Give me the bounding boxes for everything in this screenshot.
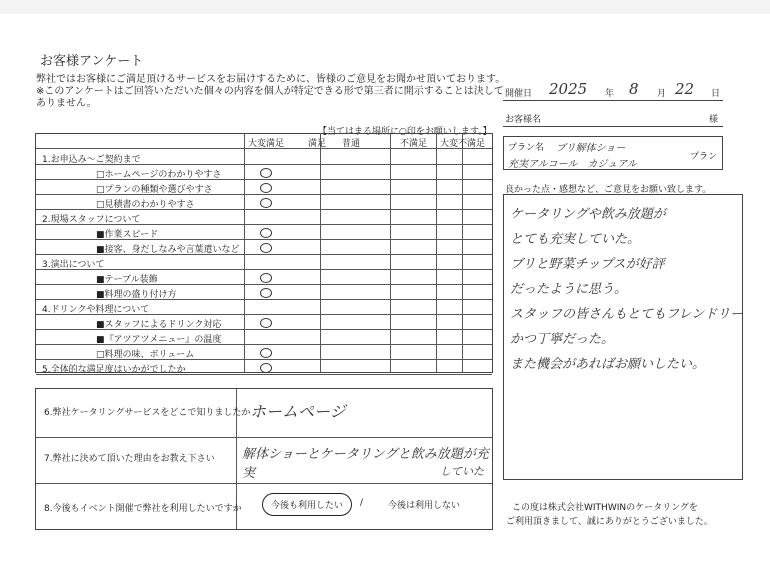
- intro-line-1: 弊社ではお客様にご満足頂けるサービスをお届けするために、皆様のご意見をお聞かせ頂いております。: [36, 74, 506, 85]
- very-satisfied-mark[interactable]: [260, 228, 272, 238]
- date-label: 開催日: [505, 89, 533, 99]
- very-satisfied-mark[interactable]: [260, 288, 272, 298]
- date-month: 8: [629, 80, 639, 98]
- table-row-label: ■スタッフによるドリンク対応: [96, 320, 222, 330]
- col-very-unsatisfied: 大変不満足: [440, 139, 486, 149]
- comment-line: かつ丁寧だった。: [510, 332, 615, 347]
- q6-label: 6.弊社ケータリングサービスをどこで知りましたか: [44, 408, 251, 418]
- very-satisfied-mark[interactable]: [260, 318, 272, 328]
- footer-line-2: ご利用頂きまして、誠にありがとうございました。: [506, 517, 713, 527]
- date-year: 2025: [549, 80, 588, 98]
- table-row-label: □見積書のわかりやすさ: [96, 200, 195, 210]
- very-satisfied-mark[interactable]: [260, 243, 272, 253]
- plan-value-1: ブリ解体ショー: [556, 143, 626, 154]
- year-unit: 年: [605, 89, 615, 99]
- satisfaction-table: [35, 133, 493, 373]
- table-row-label: ■『アツアツメニュー』の温度: [96, 335, 222, 345]
- scan-edge-strip: [0, 0, 770, 14]
- col-very-satisfied: 大変満足: [248, 139, 285, 149]
- comment-line: また機会があればお願いしたい。: [510, 357, 706, 372]
- col-neutral: 普通: [342, 139, 361, 149]
- plan-label: プラン名: [508, 143, 545, 153]
- q7-answer-line2[interactable]: していた: [440, 465, 484, 478]
- customer-name-field[interactable]: [503, 110, 723, 127]
- table-row-label: □ホームページのわかりやすさ: [96, 170, 222, 180]
- name-suffix: 様: [709, 115, 719, 125]
- plan-suffix: プラン: [690, 152, 718, 162]
- very-satisfied-mark[interactable]: [260, 363, 272, 373]
- q6-answer[interactable]: ホームページ: [250, 402, 346, 421]
- col-unsatisfied: 不満足: [400, 139, 428, 149]
- table-row-label: ■作業スピード: [96, 230, 159, 240]
- comment-line: スタッフの皆さんもとてもフレンドリー: [510, 307, 744, 322]
- very-satisfied-mark[interactable]: [260, 183, 272, 193]
- very-satisfied-mark[interactable]: [260, 168, 272, 178]
- plan-field[interactable]: [503, 136, 723, 170]
- col-satisfied: 満足: [308, 139, 327, 149]
- very-satisfied-mark[interactable]: [260, 198, 272, 208]
- q8-label: 8.今後もイベント開催で弊社を利用したいですか: [44, 504, 242, 514]
- comments-label: 良かった点・感想など、ご意見をお願い致します。: [505, 185, 712, 195]
- q8-option-no[interactable]: 今後は利用しない: [388, 501, 461, 511]
- comment-line: ブリと野菜チップスが好評: [510, 257, 665, 272]
- very-satisfied-mark[interactable]: [260, 273, 272, 283]
- form-title: お客様アンケート: [40, 54, 144, 69]
- q8-option-yes[interactable]: 今後も利用したい: [262, 493, 352, 516]
- name-label: お客様名: [505, 115, 542, 125]
- comments-box[interactable]: [503, 194, 743, 480]
- table-row-label: 2.現場スタッフについて: [42, 215, 141, 225]
- table-row-label: 1.お申込み～ご契約まで: [42, 155, 141, 165]
- table-row-label: ■接客、身だしなみや言葉遣いなど: [96, 245, 240, 255]
- comment-line: とても充実していた。: [510, 232, 641, 247]
- questions-block: [35, 388, 493, 530]
- date-day: 22: [675, 80, 695, 98]
- q7-label: 7.弊社に決めて頂いた理由をお教え下さい: [44, 454, 215, 464]
- table-row-label: □プランの種類や選びやすさ: [96, 185, 213, 195]
- date-field[interactable]: [503, 80, 723, 101]
- month-unit: 月: [657, 89, 667, 99]
- q7-answer-line1[interactable]: 解体ショーとケータリングと飲み放題が充実: [242, 447, 489, 481]
- comment-line: だったように思う。: [510, 282, 628, 297]
- table-row-label: ■テーブル装飾: [96, 275, 158, 285]
- table-instruction: 【当てはまる場所に○印をお願いします。】: [318, 127, 492, 137]
- q8-separator: /: [360, 498, 364, 508]
- table-row-label: ■料理の盛り付け方: [96, 290, 177, 300]
- table-row-label: 5.全体的な満足度はいかがでしたか: [42, 365, 186, 375]
- very-satisfied-mark[interactable]: [260, 348, 272, 358]
- plan-value-2: 充実アルコール カジュアル: [508, 159, 637, 170]
- footer-line-1: この度は株式会社WITHWINのケータリングを: [512, 503, 698, 513]
- day-unit: 日: [711, 89, 721, 99]
- table-row-label: □料理の味、ボリューム: [96, 350, 195, 360]
- table-row-label: 3.演出について: [42, 260, 105, 270]
- intro-line-2: ※このアンケートはご回答いただいた個々の内容を個人が特定できる形で第三者に開示することは決してありません。: [36, 86, 504, 109]
- comment-line: ケータリングや飲み放題が: [510, 207, 666, 222]
- table-row-label: 4.ドリンクや料理について: [42, 305, 150, 315]
- intro-text: [36, 74, 506, 110]
